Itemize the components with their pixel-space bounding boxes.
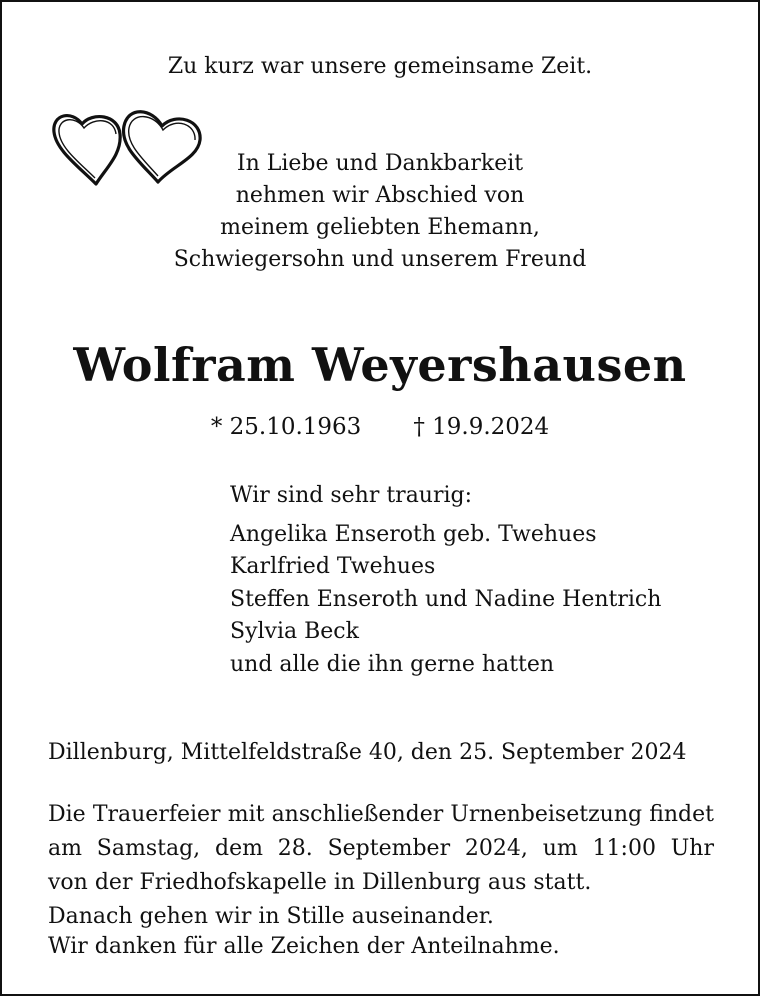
birth-date: * 25.10.1963 [210, 414, 362, 440]
service-line: Danach gehen wir in Stille auseinander. [48, 904, 494, 929]
intro-text [2, 148, 758, 276]
mourner: Angelika Enseroth geb. Twehues [230, 521, 597, 547]
service-line: von der Friedhofskapelle in Dillenburg aus statt. [48, 870, 592, 895]
service-line: am Samstag, dem 28. September 2024, um 11:00 Uhr [48, 836, 714, 861]
death-date: † 19.9.2024 [413, 414, 550, 440]
mourners-list [230, 480, 661, 681]
mourner: Steffen Enseroth und Nadine Hentrich [230, 586, 662, 612]
intro-line: meinem geliebten Ehemann, [220, 215, 540, 240]
thanks-text: Wir danken für alle Zeichen der Anteilnahme. [48, 934, 560, 959]
intro-line: Schwiegersohn und unserem Freund [173, 247, 587, 272]
mourner: und alle die ihn gerne hatten [230, 651, 555, 677]
place-date: Dillenburg, Mittelfeldstraße 40, den 25. September 2024 [48, 740, 687, 765]
intro-line: nehmen wir Abschied von [235, 183, 525, 208]
mourner: Sylvia Beck [230, 619, 359, 644]
motto: Zu kurz war unsere gemeinsame Zeit. [167, 54, 593, 79]
mourner: Karlfried Twehues [230, 554, 436, 579]
service-line: Die Trauerfeier mit anschließender Urnenbeisetzung findet [48, 802, 714, 827]
life-dates [2, 414, 758, 440]
deceased-name: Wolfram Weyershausen [73, 338, 687, 392]
mourners-heading: Wir sind sehr traurig: [230, 483, 473, 508]
service-info [48, 798, 714, 934]
intro-line: In Liebe und Dankbarkeit [236, 151, 524, 176]
